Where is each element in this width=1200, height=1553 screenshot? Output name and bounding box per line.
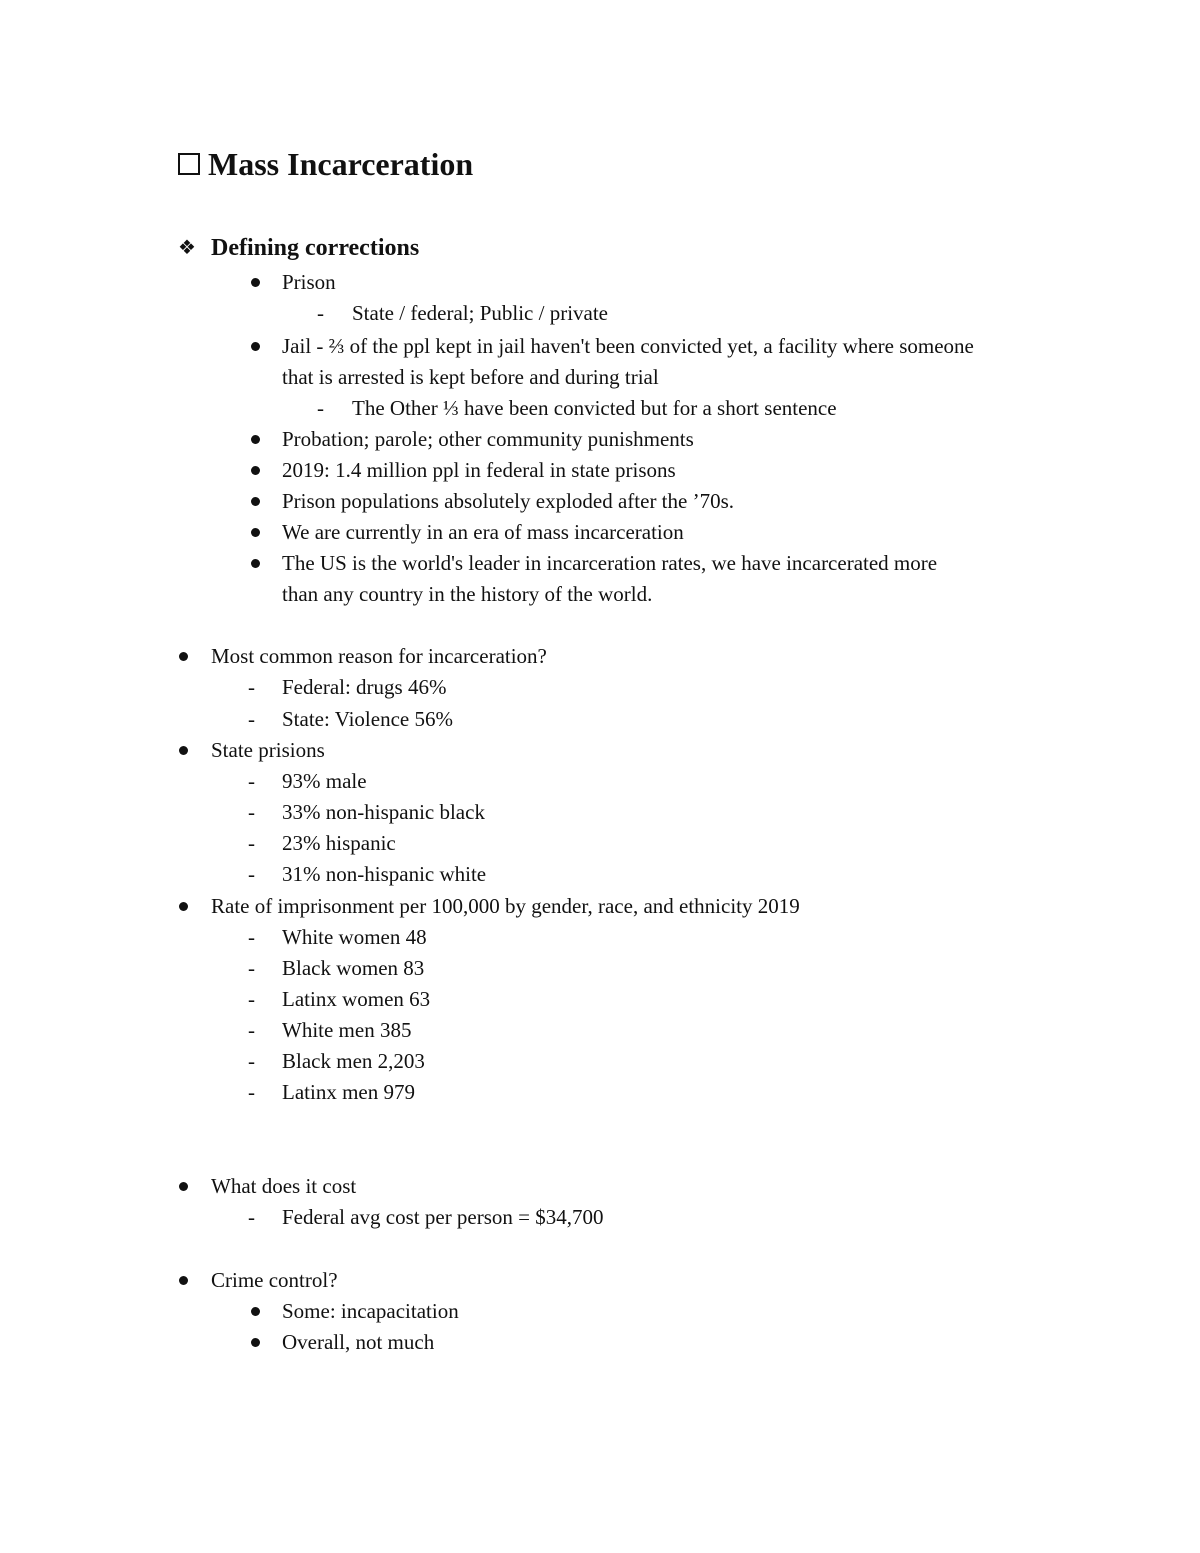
dash-icon: - (317, 396, 324, 420)
list-item: Crime control? (211, 1268, 338, 1292)
list-item: Latinx women 63 (282, 987, 431, 1011)
list-item: What does it cost (211, 1174, 357, 1198)
section-heading (178, 230, 419, 266)
dash-icon: - (317, 301, 324, 325)
bullet-icon (251, 342, 260, 351)
list-item: 23% hispanic (282, 831, 396, 855)
bullet-icon (179, 1182, 188, 1191)
dash-icon: - (248, 862, 255, 886)
list-item: Some: incapacitation (282, 1299, 459, 1323)
bullet-icon (179, 652, 188, 661)
list-item: State prisions (211, 738, 325, 762)
list-item: 33% non-hispanic black (282, 800, 485, 824)
list-item: 2019: 1.4 million ppl in federal in state prisons (282, 458, 676, 482)
page-title (178, 142, 473, 186)
list-item: White men 385 (282, 1018, 412, 1042)
list-item-continued: than any country in the history of the world. (282, 582, 653, 606)
dash-icon: - (248, 987, 255, 1011)
list-item: 31% non-hispanic white (282, 862, 487, 886)
dash-icon: - (248, 831, 255, 855)
list-item: Jail - ⅔ of the ppl kept in jail haven't been convicted yet, a facility where someone (282, 334, 974, 358)
bullet-icon (251, 466, 260, 475)
list-item: Latinx men 979 (282, 1080, 415, 1104)
bullet-icon (251, 528, 260, 537)
list-item: Prison (282, 270, 336, 294)
bullet-icon (251, 559, 260, 568)
bullet-icon (251, 1338, 260, 1347)
list-item: The US is the world's leader in incarceration rates, we have incarcerated more (282, 551, 938, 575)
bullet-icon (251, 1307, 260, 1316)
dash-icon: - (248, 707, 255, 731)
list-item: Probation; parole; other community punishments (282, 427, 694, 451)
bullet-icon (179, 1276, 188, 1285)
list-item: Black women 83 (282, 956, 425, 980)
dash-icon: - (248, 956, 255, 980)
list-item: Black men 2,203 (282, 1049, 425, 1073)
bullet-icon (179, 746, 188, 755)
section-heading-text: Defining corrections (211, 235, 420, 261)
list-item: We are currently in an era of mass incarceration (282, 520, 684, 544)
bullet-icon (251, 435, 260, 444)
dash-icon: - (248, 1080, 255, 1104)
checkbox-icon (178, 153, 200, 175)
dash-icon: - (248, 925, 255, 949)
list-item: The Other ⅓ have been convicted but for a short sentence (352, 396, 837, 420)
list-item: White women 48 (282, 925, 427, 949)
list-item-continued: that is arrested is kept before and during trial (282, 365, 659, 389)
dash-icon: - (248, 1018, 255, 1042)
list-item: Prison populations absolutely exploded after the ’70s. (282, 489, 735, 513)
dash-icon: - (248, 769, 255, 793)
list-item: 93% male (282, 769, 367, 793)
four-diamond-bullet-icon: ❖ (178, 237, 196, 259)
dash-icon: - (248, 675, 255, 699)
bullet-icon (251, 278, 260, 287)
list-item: Most common reason for incarceration? (211, 644, 547, 668)
list-item: State / federal; Public / private (352, 301, 608, 325)
page-title-text: Mass Incarceration (208, 146, 474, 182)
list-item: Rate of imprisonment per 100,000 by gender, race, and ethnicity 2019 (211, 894, 800, 918)
list-item: State: Violence 56% (282, 707, 453, 731)
dash-icon: - (248, 1049, 255, 1073)
list-item: Overall, not much (282, 1330, 435, 1354)
bullet-icon (251, 497, 260, 506)
list-item: Federal avg cost per person = $34,700 (282, 1205, 604, 1229)
dash-icon: - (248, 1205, 255, 1229)
dash-icon: - (248, 800, 255, 824)
list-item: Federal: drugs 46% (282, 675, 447, 699)
bullet-icon (179, 902, 188, 911)
